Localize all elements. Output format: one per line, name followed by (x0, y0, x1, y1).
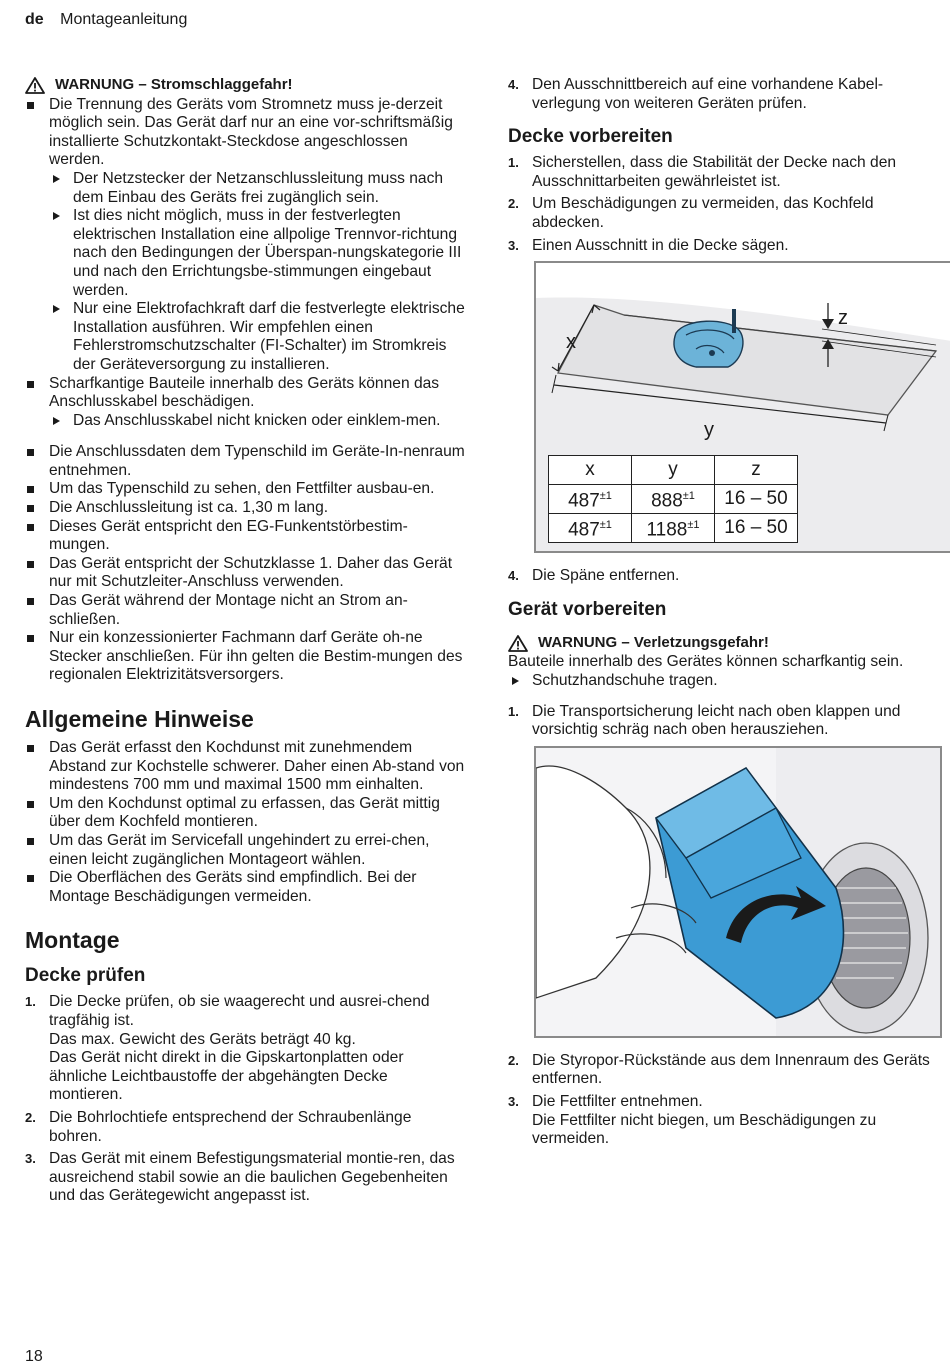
step-item: 3. Einen Ausschnitt in die Decke sägen. (508, 236, 789, 254)
list-item: Schutzhandschuhe tragen. (508, 672, 938, 691)
table-cell: 16 – 50 (715, 485, 798, 514)
list-item: Das Anschlusskabel nicht knicken oder einklem-men. (25, 412, 465, 431)
step-item: 3. Das Gerät mit einem Befestigungsmaterial montie-ren, das ausreichend stabil sowie an die baulichen Gegebenheiten und das Gerätegewicht angepasst ist. (25, 1150, 455, 1205)
transport-lock-figure (534, 746, 942, 1038)
table-cell: $888^{\pm 1}$ (632, 485, 715, 514)
step-item: 4. Die Späne entfernen. (508, 567, 680, 585)
table-header-x: x (549, 456, 632, 485)
list-item: Das Gerät erfasst den Kochdunst mit zunehmendem Abstand zur Kochstelle schwerer. Daher einen Ab-stand von mindestens 700 mm und maximal 1500 mm einhalten. (25, 739, 465, 795)
transport-lock-illustration (536, 748, 940, 1036)
step-item: 2. Die Bohrlochtiefe entsprechend der Schraubenlänge bohren. (25, 1108, 412, 1145)
section-heading-geraet-vorbereiten: Gerät vorbereiten (508, 598, 667, 620)
step-item: Das Gerät nicht direkt in die Gipskartonplatten oder ähnliche Leichtbaustoffe der abgehängten Decke montieren. (49, 1049, 404, 1104)
step-item: Das max. Gewicht des Geräts beträgt 40 kg. (49, 1030, 356, 1048)
table-header-y: y (632, 456, 715, 485)
list-item: Der Netzstecker der Netzanschlussleitung muss nach dem Einbau des Geräts frei zugänglich sein. (25, 170, 465, 207)
list-item: Die Oberflächen des Geräts sind empfindlich. Bei der Montage Beschädigungen vermeiden. (25, 869, 465, 906)
list-item: Die Trennung des Geräts vom Stromnetz muss je-derzeit möglich sein. Das Gerät darf nur an eine vor-schriftsmäßig installierte Schutzkontakt-Steckdose angeschlossen werden. (25, 96, 465, 170)
list-item: Dieses Gerät entspricht den EG-Funkentstörbestim-mungen. (25, 518, 465, 555)
list-item: Die Anschlussdaten dem Typenschild im Geräte-In-nenraum entnehmen. (25, 443, 465, 480)
cutout-figure (534, 261, 950, 553)
warning-heading (25, 76, 465, 95)
table-header-z: z (715, 456, 798, 485)
table-cell: $487^{\pm 1}$ (549, 514, 632, 543)
step-item: 1. Die Decke prüfen, ob sie waagerecht und ausrei-chend tragfähig ist. (25, 993, 430, 1029)
dimension-table (548, 455, 798, 543)
table-row (549, 514, 798, 543)
warning-title: WARNUNG – Verletzungsgefahr! (538, 633, 769, 651)
list-item: Das Gerät während der Montage nicht an Strom an-schließen. (25, 592, 465, 629)
section-heading-montage: Montage (25, 927, 120, 954)
section-heading-decke-pruefen: Decke prüfen (25, 965, 146, 987)
page-number: 18 (25, 1348, 43, 1365)
step-item: 1. Die Transportsicherung leicht nach oben klappen und vorsichtig schräg nach oben herausziehen. (508, 702, 901, 739)
page-header (25, 11, 187, 29)
list-item: Das Gerät entspricht der Schutzklasse 1. Daher das Gerät nur mit Schutzleiter-Anschluss verwenden. (25, 555, 465, 592)
dimension-label-x: x (566, 331, 576, 354)
table-row (549, 485, 798, 514)
warning-triangle-icon (508, 635, 528, 652)
language-code: de (25, 11, 44, 28)
table-cell: $1188^{\pm 1}$ (632, 514, 715, 543)
step-item: 3. Die Fettfilter entnehmen. (508, 1092, 703, 1110)
table-row (549, 456, 798, 485)
step-item: 1. Sicherstellen, dass die Stabilität der Decke nach den Ausschnittarbeiten gewährleistet ist. (508, 154, 897, 190)
list-item: Um den Kochdunst optimal zu erfassen, das Gerät mittig über dem Kochfeld montieren. (25, 795, 465, 832)
section-heading-decke-vorbereiten: Decke vorbereiten (508, 126, 673, 148)
section-heading-allgemeine-hinweise: Allgemeine Hinweise (25, 706, 254, 732)
list-item: Um das Typenschild zu sehen, den Fettfilter ausbau-en. (25, 480, 465, 499)
list-item: Die Anschlussleitung ist ca. 1,30 m lang. (25, 499, 465, 518)
step-item: 2. Die Styropor-Rückstände aus dem Innenraum des Geräts entfernen. (508, 1051, 930, 1088)
warning-text: Bauteile innerhalb des Gerätes können scharfkantig sein. (508, 653, 904, 671)
list-item: Nur eine Elektrofachkraft darf die festverlegte elektrische Installation ausführen. Wir empfehlen einen Fehlerstromschutzschalter (FI-Schalter) im Stromkreis der Geräteversorgung zu installieren. (25, 300, 465, 374)
table-cell: $487^{\pm 1}$ (549, 485, 632, 514)
right-column (508, 76, 938, 1153)
list-item: Nur ein konzessionierter Fachmann darf Geräte oh-ne Stecker anschließen. Für ihn gelten die Bestim-mungen des regionalen Elektrizitätsversorgers. (25, 629, 465, 685)
left-column (25, 76, 465, 1210)
dimension-label-y: y (704, 419, 714, 442)
warning-triangle-icon (25, 77, 45, 94)
list-item: Um das Gerät im Servicefall ungehindert zu errei-chen, einen leicht zugänglichen Montageort wählen. (25, 832, 465, 869)
warning-title: WARNUNG – Stromschlaggefahr! (55, 76, 293, 93)
dimension-label-z: z (838, 307, 848, 330)
table-cell: 16 – 50 (715, 514, 798, 543)
list-item: Scharfkantige Bauteile innerhalb des Geräts können das Anschlusskabel beschädigen. (25, 375, 465, 412)
step-item: 4. Den Ausschnittbereich auf eine vorhandene Kabel-verlegung von weiteren Geräten prüfen. (508, 76, 884, 112)
document-title: Montageanleitung (60, 11, 188, 28)
list-item: Ist dies nicht möglich, muss in der festverlegten elektrischen Installation eine allpolige Trennvor-richtung nach den Bedingungen der Überspan-nungskategorie III und nach den Errichtungsbe-stimmungen eingebaut werden. (25, 207, 465, 300)
warning-heading (508, 634, 938, 653)
step-item: 2. Um Beschädigungen zu vermeiden, das Kochfeld abdecken. (508, 195, 874, 231)
step-item: Die Fettfilter nicht biegen, um Beschädigungen zu vermeiden. (532, 1111, 877, 1148)
